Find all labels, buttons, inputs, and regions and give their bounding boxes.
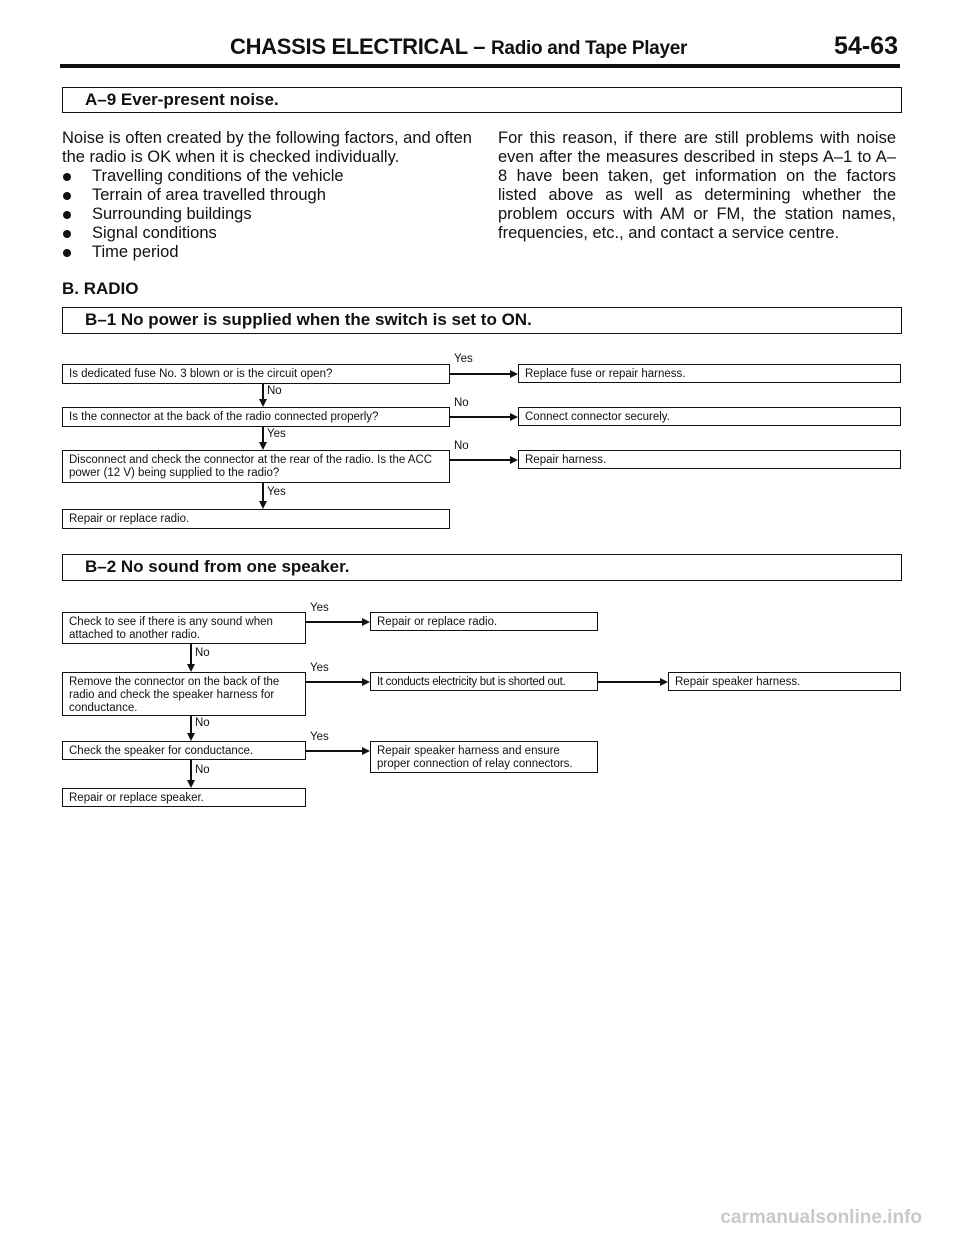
- b1-connector-2: [450, 416, 510, 418]
- b2-arrow-down-1: [187, 664, 195, 672]
- b2-arrow-right-1: [362, 618, 370, 626]
- b1-action-3: Repair harness.: [518, 450, 901, 469]
- b2-arrow-right-3: [362, 747, 370, 755]
- b2-arrow-down-3: [187, 780, 195, 788]
- b1-arrow-down-1: [259, 399, 267, 407]
- b2-action-2: It conducts electricity but is shorted out.: [370, 672, 598, 691]
- b2-action-1: Repair or replace radio.: [370, 612, 598, 631]
- b1-down-label-3: Yes: [267, 486, 286, 498]
- b1-side-label-3: No: [454, 440, 469, 452]
- b1-connector-1: [450, 373, 510, 375]
- b2-arrow-down-2: [187, 733, 195, 741]
- b2-connector-1: [306, 621, 362, 623]
- header-chapter: CHASSIS ELECTRICAL –: [230, 34, 486, 59]
- b2-check-2: Remove the connector on the back of the radio and check the speaker harness for conductance.: [62, 672, 306, 716]
- b1-arrow-right-1: [510, 370, 518, 378]
- a9-right-text: For this reason, if there are still problems with noise even after the measures described in steps A–1 to A–8 have been taken, get information on the factors listed above as well as determining whether the problem occurs with AM or FM, the station names, frequencies, etc., and contact a service centre.: [498, 129, 896, 242]
- b2-side-label-3: Yes: [310, 731, 329, 743]
- b1-check-1: Is dedicated fuse No. 3 blown or is the circuit open?: [62, 364, 450, 384]
- page-number: 54-63: [834, 32, 898, 60]
- b1-down-label-1: No: [267, 385, 282, 397]
- b1-action-2: Connect connector securely.: [518, 407, 901, 426]
- a9-factor: Time period: [62, 243, 474, 262]
- b1-arrow-right-2: [510, 413, 518, 421]
- b1-arrow-right-3: [510, 456, 518, 464]
- a9-factor: Signal conditions: [62, 224, 474, 243]
- b1-down-line-1: [262, 384, 264, 399]
- b1-arrow-down-3: [259, 501, 267, 509]
- b1-final: Repair or replace radio.: [62, 509, 450, 529]
- b2-down-line-3: [190, 760, 192, 780]
- b1-side-label-2: No: [454, 397, 469, 409]
- b2-down-label-2: No: [195, 717, 210, 729]
- b2-arrow-right-extra: [660, 678, 668, 686]
- b1-down-line-2: [262, 427, 264, 442]
- a9-factor: Surrounding buildings: [62, 205, 474, 224]
- header-title: [230, 34, 687, 60]
- b2-down-line-1: [190, 644, 192, 664]
- a9-heading: A–9 Ever-present noise.: [62, 87, 902, 113]
- b2-extra-action: Repair speaker harness.: [668, 672, 901, 691]
- b1-check-3: Disconnect and check the connector at the rear of the radio. Is the ACC power (12 V) being supplied to the radio?: [62, 450, 450, 483]
- a9-left-column: [62, 129, 474, 262]
- b2-action-3: Repair speaker harness and ensure proper connection of relay connectors.: [370, 741, 598, 773]
- b2-down-line-2: [190, 716, 192, 733]
- b1-down-line-3: [262, 483, 264, 501]
- section-b-title: B. RADIO: [62, 279, 139, 298]
- b1-action-1: Replace fuse or repair harness.: [518, 364, 901, 383]
- header-rule: [60, 64, 900, 68]
- footer-watermark: carmanualsonline.info: [720, 1207, 922, 1228]
- b2-connector-2: [306, 681, 362, 683]
- b2-connector-extra: [598, 681, 660, 683]
- b2-connector-3: [306, 750, 362, 752]
- b2-check-3: Check the speaker for conductance.: [62, 741, 306, 760]
- b1-connector-3: [450, 459, 510, 461]
- header-subtitle: Radio and Tape Player: [491, 38, 688, 59]
- b1-down-label-2: Yes: [267, 428, 286, 440]
- b2-down-label-3: No: [195, 764, 210, 776]
- a9-factor: Terrain of area travelled through: [62, 186, 474, 205]
- b2-side-label-1: Yes: [310, 602, 329, 614]
- b2-arrow-right-2: [362, 678, 370, 686]
- b1-side-label-1: Yes: [454, 353, 473, 365]
- b2-check-1: Check to see if there is any sound when attached to another radio.: [62, 612, 306, 644]
- b2-down-label-1: No: [195, 647, 210, 659]
- a9-intro: Noise is often created by the following factors, and often the radio is OK when it is checked individually.: [62, 129, 472, 166]
- b1-heading: B–1 No power is supplied when the switch is set to ON.: [62, 307, 902, 334]
- b2-heading: B–2 No sound from one speaker.: [62, 554, 902, 581]
- b2-side-label-2: Yes: [310, 662, 329, 674]
- a9-factor: Travelling conditions of the vehicle: [62, 167, 474, 186]
- b1-arrow-down-2: [259, 442, 267, 450]
- b2-final: Repair or replace speaker.: [62, 788, 306, 807]
- b1-check-2: Is the connector at the back of the radio connected properly?: [62, 407, 450, 427]
